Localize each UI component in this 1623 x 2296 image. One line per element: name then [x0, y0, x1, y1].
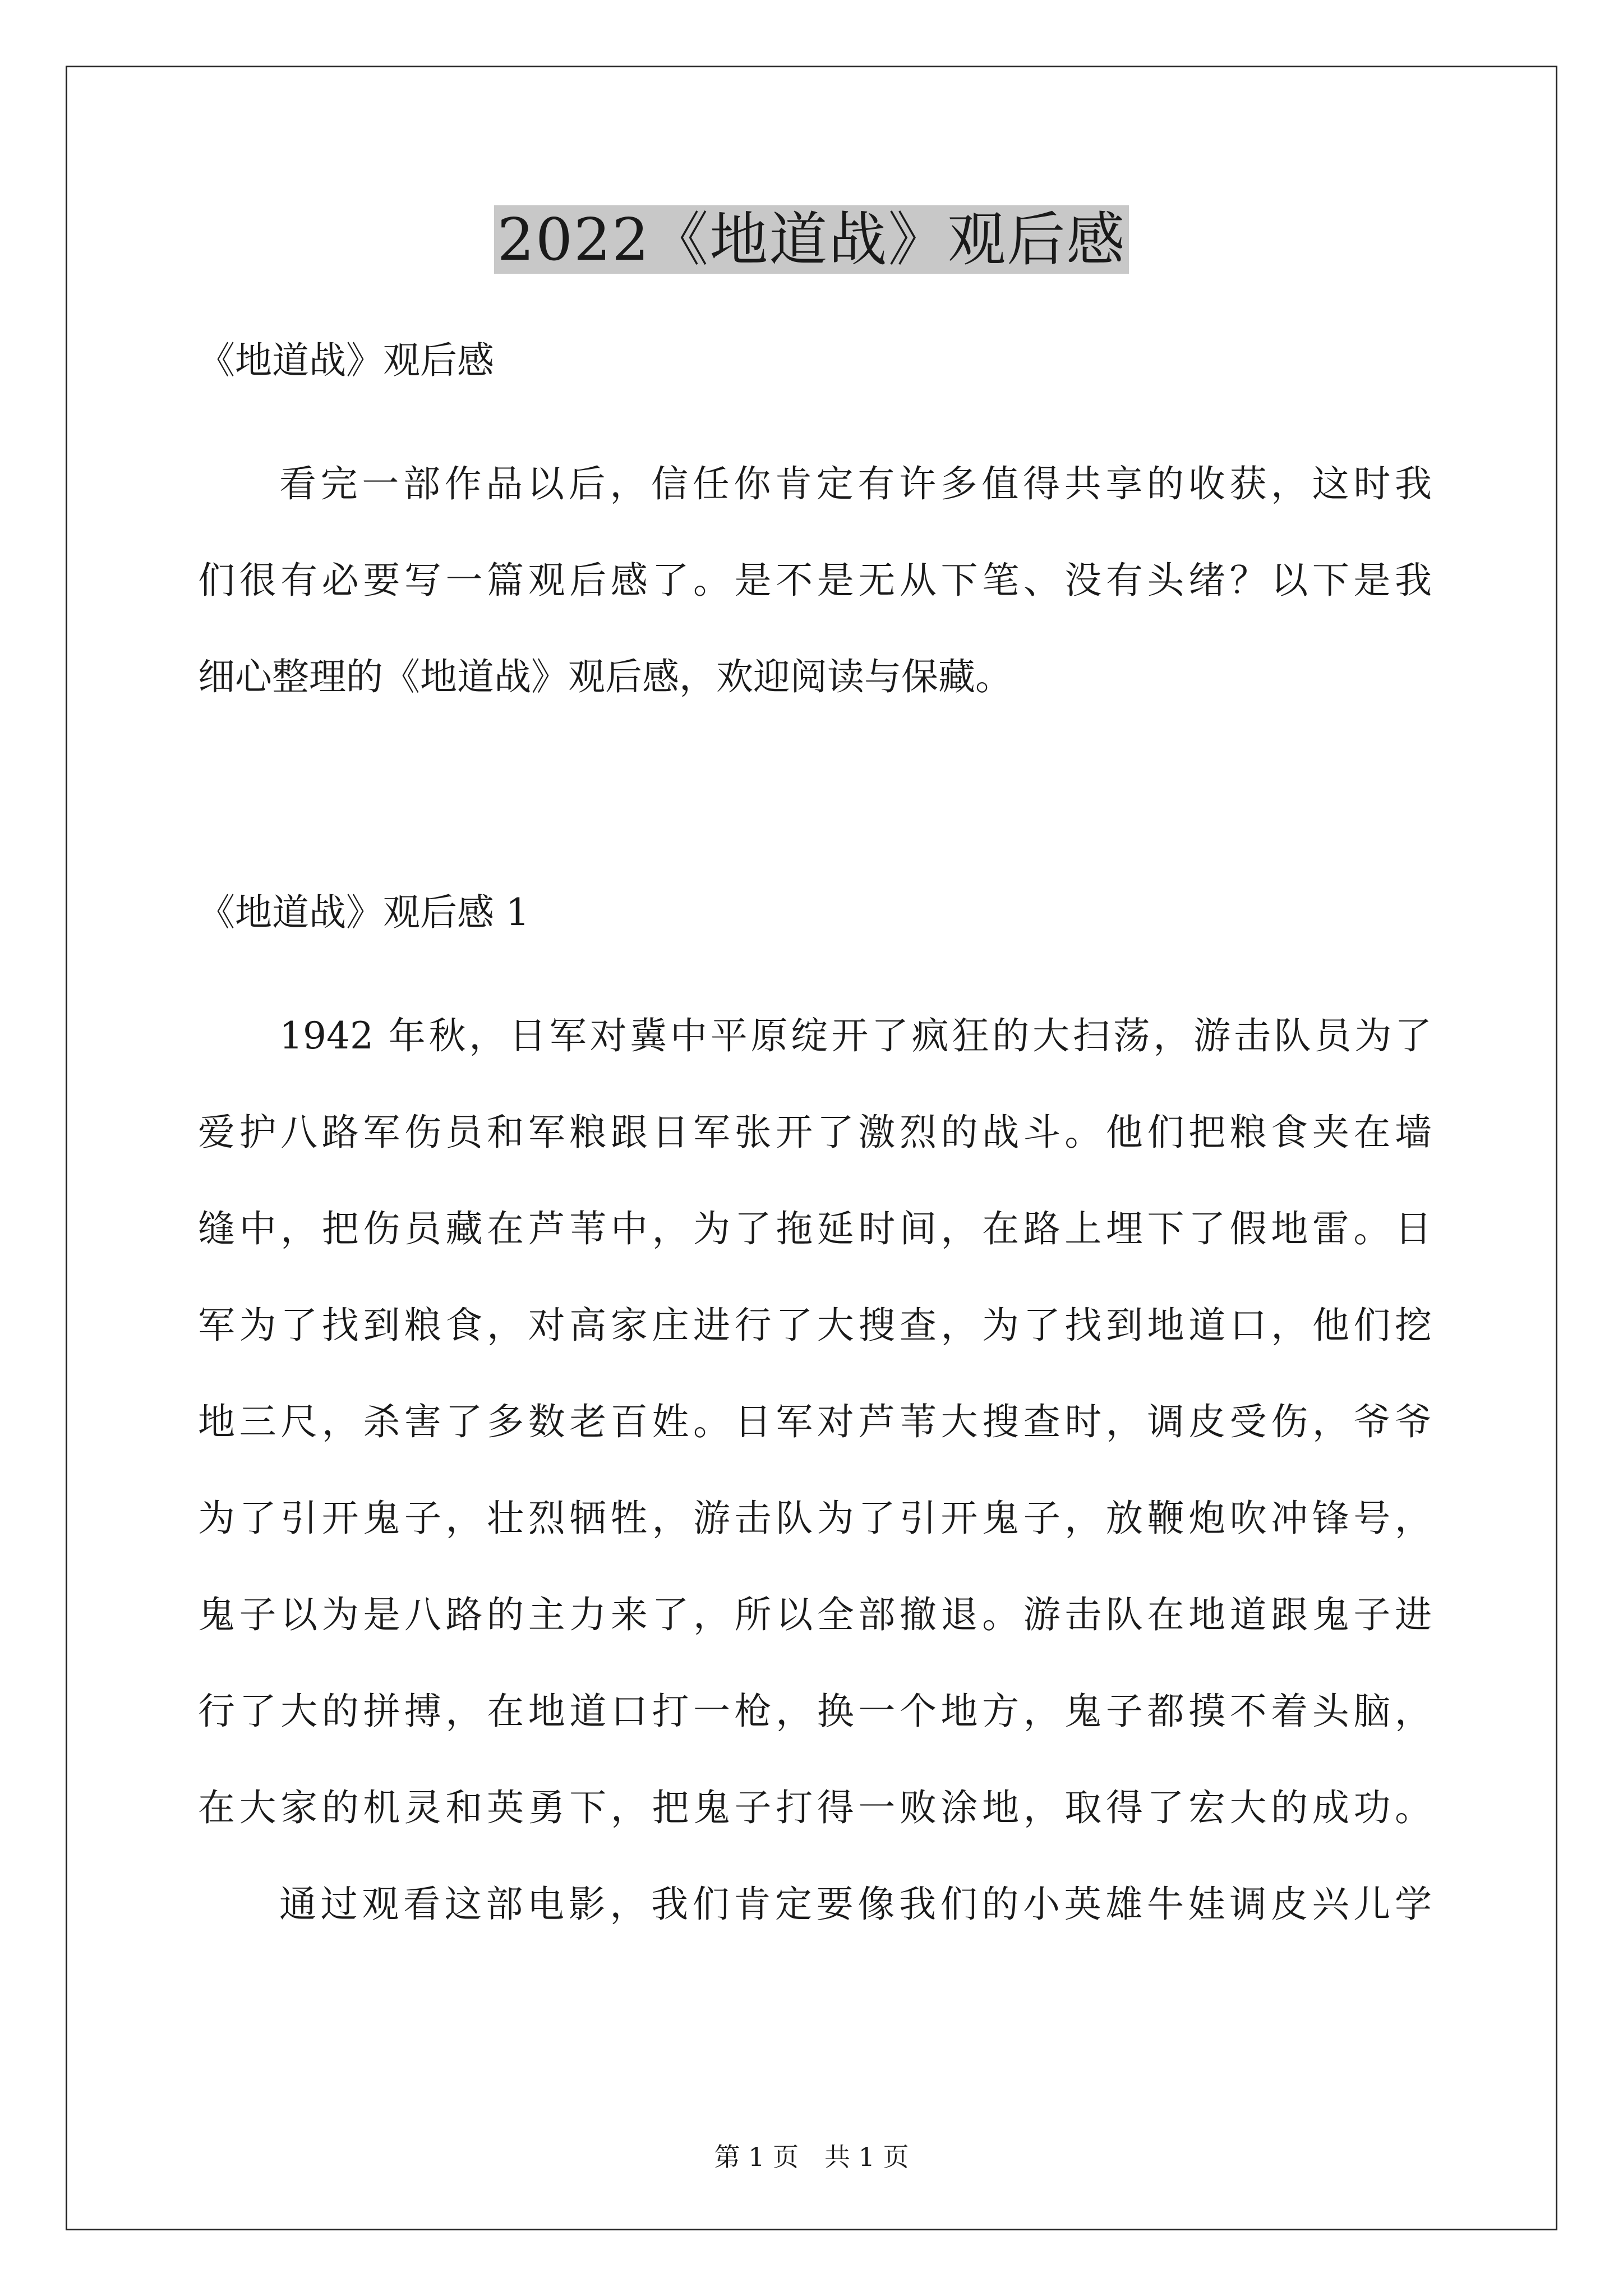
document-title — [0, 197, 1623, 282]
intro-heading: 《地道战》观后感 — [198, 339, 494, 382]
section1-line-8: 行了大的拼搏，在地道口打一枪，换一个地方，鬼子都摸不着头脑， — [198, 1690, 1432, 1733]
section1-line-3: 缝中，把伤员藏在芦苇中，为了拖延时间，在路上埋下了假地雷。日 — [198, 1207, 1432, 1250]
intro-line-2: 们很有必要写一篇观后感了。是不是无从下笔、没有头绪？以下是我 — [198, 559, 1432, 602]
document-title-text: 2022《地道战》观后感 — [494, 205, 1129, 274]
section1-line-1: 1942 年秋，日军对冀中平原绽开了疯狂的大扫荡，游击队员为了 — [279, 1014, 1432, 1057]
section1-line-7: 鬼子以为是八路的主力来了，所以全部撤退。游击队在地道跟鬼子进 — [198, 1593, 1432, 1636]
section1-line-6: 为了引开鬼子，壮烈牺牲，游击队为了引开鬼子，放鞭炮吹冲锋号， — [198, 1497, 1432, 1540]
intro-line-1: 看完一部作品以后，信任你肯定有许多值得共享的收获，这时我 — [279, 462, 1432, 505]
section1-line-4: 军为了找到粮食，对高家庄进行了大搜查，为了找到地道口，他们挖 — [198, 1304, 1432, 1347]
section1-heading: 《地道战》观后感 1 — [198, 891, 529, 934]
intro-line-3: 细心整理的《地道战》观后感，欢迎阅读与保藏。 — [198, 655, 1012, 698]
section1-line-2: 爱护八路军伤员和军粮跟日军张开了激烈的战斗。他们把粮食夹在墙 — [198, 1111, 1432, 1154]
section1-line-10: 通过观看这部电影，我们肯定要像我们的小英雄牛娃调皮兴儿学 — [279, 1883, 1432, 1926]
section1-line-9: 在大家的机灵和英勇下，把鬼子打得一败涂地，取得了宏大的成功。 — [198, 1786, 1432, 1829]
page-footer: 第 1 页 共 1 页 — [714, 2142, 909, 2172]
section1-line-5: 地三尺，杀害了多数老百姓。日军对芦苇大搜查时，调皮受伤，爷爷 — [198, 1400, 1432, 1443]
